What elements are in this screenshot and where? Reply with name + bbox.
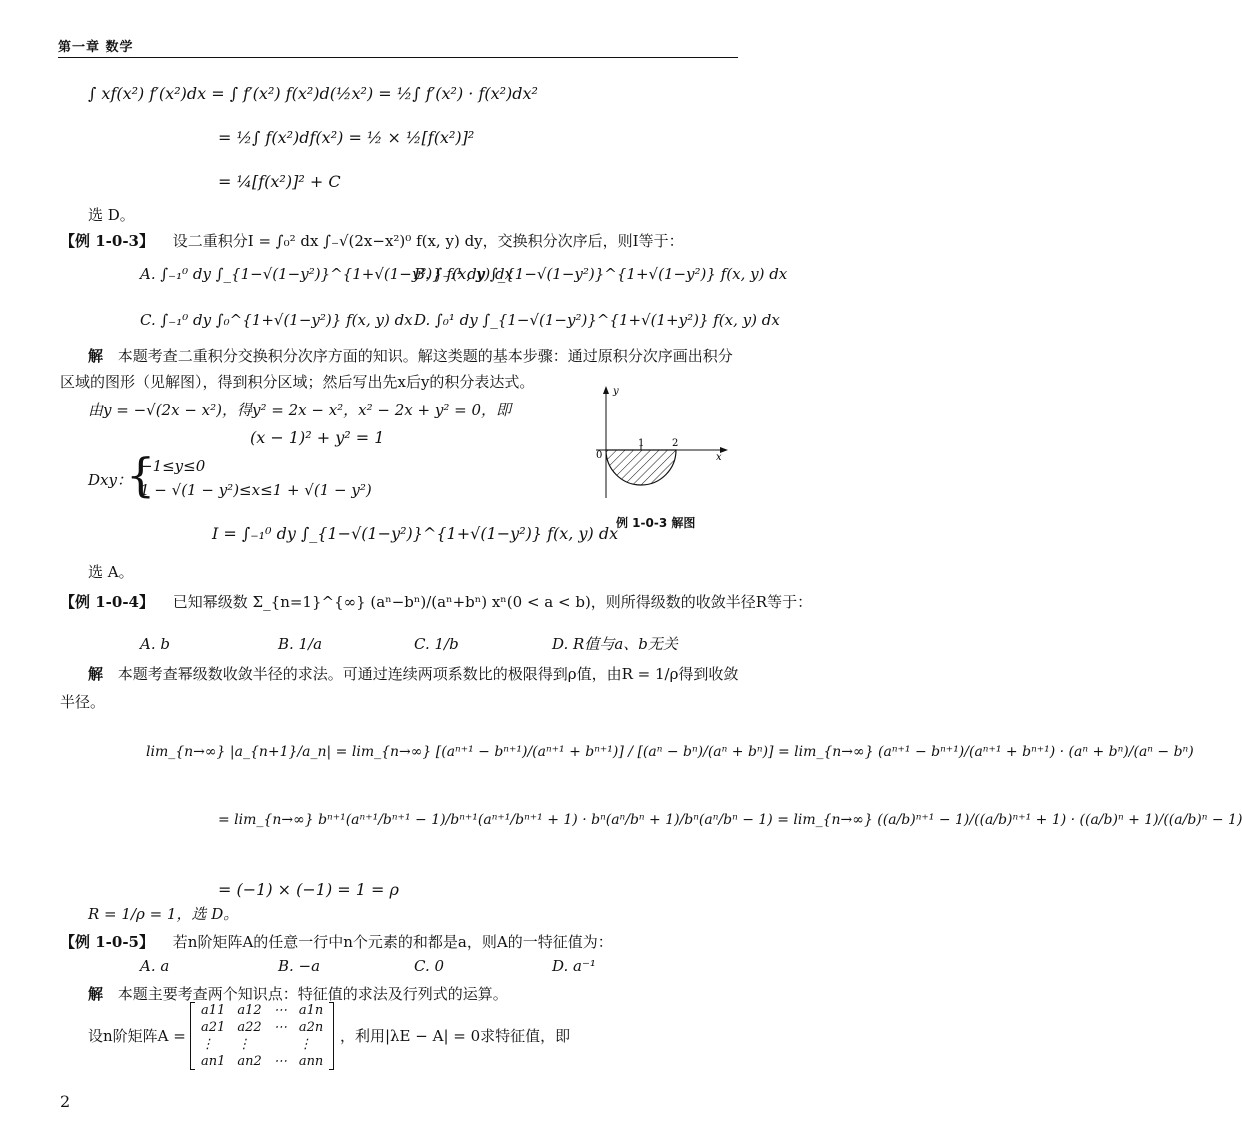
solution-label: 解 (88, 347, 104, 365)
example-stem: 设二重积分I = ∫₀² dx ∫₋√(2x−x²)⁰ f(x, y) dy，交换积分次序后，则I等于： (172, 232, 684, 250)
y-axis-arrow (603, 386, 609, 394)
matrix-table: a11 a12 ⋯ a1n a21 a22 ⋯ a2n ⋮ ⋮ ⋮ an1 an2 ⋯ ann (201, 1003, 324, 1069)
circle-equation: (x − 1)² + y² = 1 (250, 428, 385, 447)
option-b: B. −a (278, 957, 321, 975)
answer-a: 选 A。 (88, 563, 134, 581)
option-a: A. ∫₋₁⁰ dy ∫_{1−√(1−y²)}^{1+√(1−y²)} f(x, y) dx (140, 265, 514, 283)
matrix-intro: 设n阶矩阵A = (88, 1027, 186, 1045)
y-label: y (613, 386, 619, 397)
dxy-condition-2: 1 − √(1 − y²)≤x≤1 + √(1 − y²) (140, 481, 372, 499)
tick-label-2: 2 (672, 438, 679, 449)
option-a: A. a (140, 957, 170, 975)
hatched-region (606, 450, 676, 485)
example-label: 【例 1-0-3】 (60, 232, 154, 250)
solution-1-0-4-line1: 解 本题考查幂级数收敛半径的求法。可通过连续两项系数比的极限得到ρ值，由R = 1/ρ得到收敛 (88, 665, 739, 683)
example-label: 【例 1-0-4】 (60, 593, 154, 611)
limit-line-1: lim_{n→∞} |a_{n+1}/a_n| = lim_{n→∞} [(aⁿ⁺¹ − bⁿ⁺¹)/(aⁿ⁺¹ + bⁿ⁺¹)] / [(aⁿ − bⁿ)/(aⁿ + bⁿ)] = lim_{n→∞} (aⁿ⁺¹ − bⁿ⁺¹)/(aⁿ⁺¹ + bⁿ⁺¹) · (aⁿ + bⁿ)/(aⁿ − bⁿ) (146, 744, 1194, 760)
x-label: x (716, 452, 722, 463)
solution-1-0-5-line1: 解 本题主要考查两个知识点：特征值的求法及行列式的运算。 (88, 985, 508, 1003)
option-c: C. 1/b (414, 635, 459, 653)
solution-figure (576, 380, 736, 510)
figure-caption: 例 1-0-3 解图 (616, 516, 696, 530)
dxy-condition-1: −1≤y≤0 (140, 457, 206, 475)
example-1-0-3 (60, 231, 684, 251)
option-b: B. ∫₋₁¹ dy ∫_{1−√(1−y²)}^{1+√(1−y²)} f(x, y) dx (414, 265, 788, 283)
example-stem: 若n阶矩阵A的任意一行中n个元素的和都是a，则A的一特征值为： (172, 933, 613, 951)
equation-line-1: ∫ xf(x²) f′(x²)dx = ∫ f′(x²) f(x²)d(½x²) = ½∫ f′(x²) · f(x²)dx² (88, 84, 538, 103)
radius-result: R = 1/ρ = 1，选 D。 (88, 905, 239, 923)
option-a: A. b (140, 635, 170, 653)
option-c: C. 0 (414, 957, 445, 975)
solution-label: 解 (88, 665, 104, 683)
limit-line-3: = (−1) × (−1) = 1 = ρ (218, 880, 399, 899)
solution-1-0-3-line1: 解 本题考查二重积分交换积分次序方面的知识。解这类题的基本步骤：通过原积分次序画出积分 (88, 347, 733, 365)
equation-line-2: = ½∫ f(x²)df(x²) = ½ × ½[f(x²)]² (218, 128, 475, 147)
example-1-0-4 (60, 592, 812, 612)
origin-label: 0 (596, 450, 603, 461)
solution-1-0-3-line2: 区域的图形（见解图），得到积分区域；然后写出先x后y的积分表达式。 (60, 373, 535, 391)
limit-line-2: = lim_{n→∞} bⁿ⁺¹(aⁿ⁺¹/bⁿ⁺¹ − 1)/bⁿ⁺¹(aⁿ⁺¹/bⁿ⁺¹ + 1) · bⁿ(aⁿ/bⁿ + 1)/bⁿ(aⁿ/bⁿ − 1) = lim_{n→∞} ((a/b)ⁿ⁺¹ − 1)/((a/b)ⁿ⁺¹ + 1) · ((a/b)ⁿ + 1)/((a/b)ⁿ − 1) (218, 812, 1242, 828)
example-stem: 已知幂级数 Σ_{n=1}^{∞} (aⁿ−bⁿ)/(aⁿ+bⁿ) xⁿ(0 < a < b)，则所得级数的收敛半径R等于： (172, 593, 813, 611)
option-d: D. a⁻¹ (552, 957, 596, 975)
solution-label: 解 (88, 985, 104, 1003)
option-c: C. ∫₋₁⁰ dy ∫₀^{1+√(1−y²)} f(x, y) dx (140, 311, 413, 329)
solution-1-0-3-line3: 由y = −√(2x − x²)，得y² = 2x − x²，x² − 2x + y² = 0，即 (88, 401, 511, 419)
header-rule (58, 57, 738, 58)
equation-line-3: = ¼[f(x²)]² + C (218, 172, 341, 191)
option-b: B. 1/a (278, 635, 323, 653)
answer-d-1: 选 D。 (88, 206, 135, 224)
example-1-0-5 (60, 932, 613, 952)
integral-result: I = ∫₋₁⁰ dy ∫_{1−√(1−y²)}^{1+√(1−y²)} f(x, y) dx (212, 524, 619, 543)
chapter-header: 第一章 数学 (58, 40, 134, 55)
matrix-follow: ，利用|λE − A| = 0求特征值，即 (340, 1027, 571, 1045)
page-number: 2 (60, 1092, 71, 1111)
dxy-label: Dxy： (88, 471, 132, 489)
tick-label-1: 1 (638, 438, 645, 449)
matrix (190, 1002, 334, 1070)
solution-1-0-4-line2: 半径。 (60, 693, 106, 711)
example-label: 【例 1-0-5】 (60, 933, 154, 951)
brace: { (126, 448, 156, 502)
option-d: D. ∫₀¹ dy ∫_{1−√(1−y²)}^{1+√(1+y²)} f(x, y) dx (414, 311, 780, 329)
option-d: D. R值与a、b无关 (552, 635, 678, 653)
